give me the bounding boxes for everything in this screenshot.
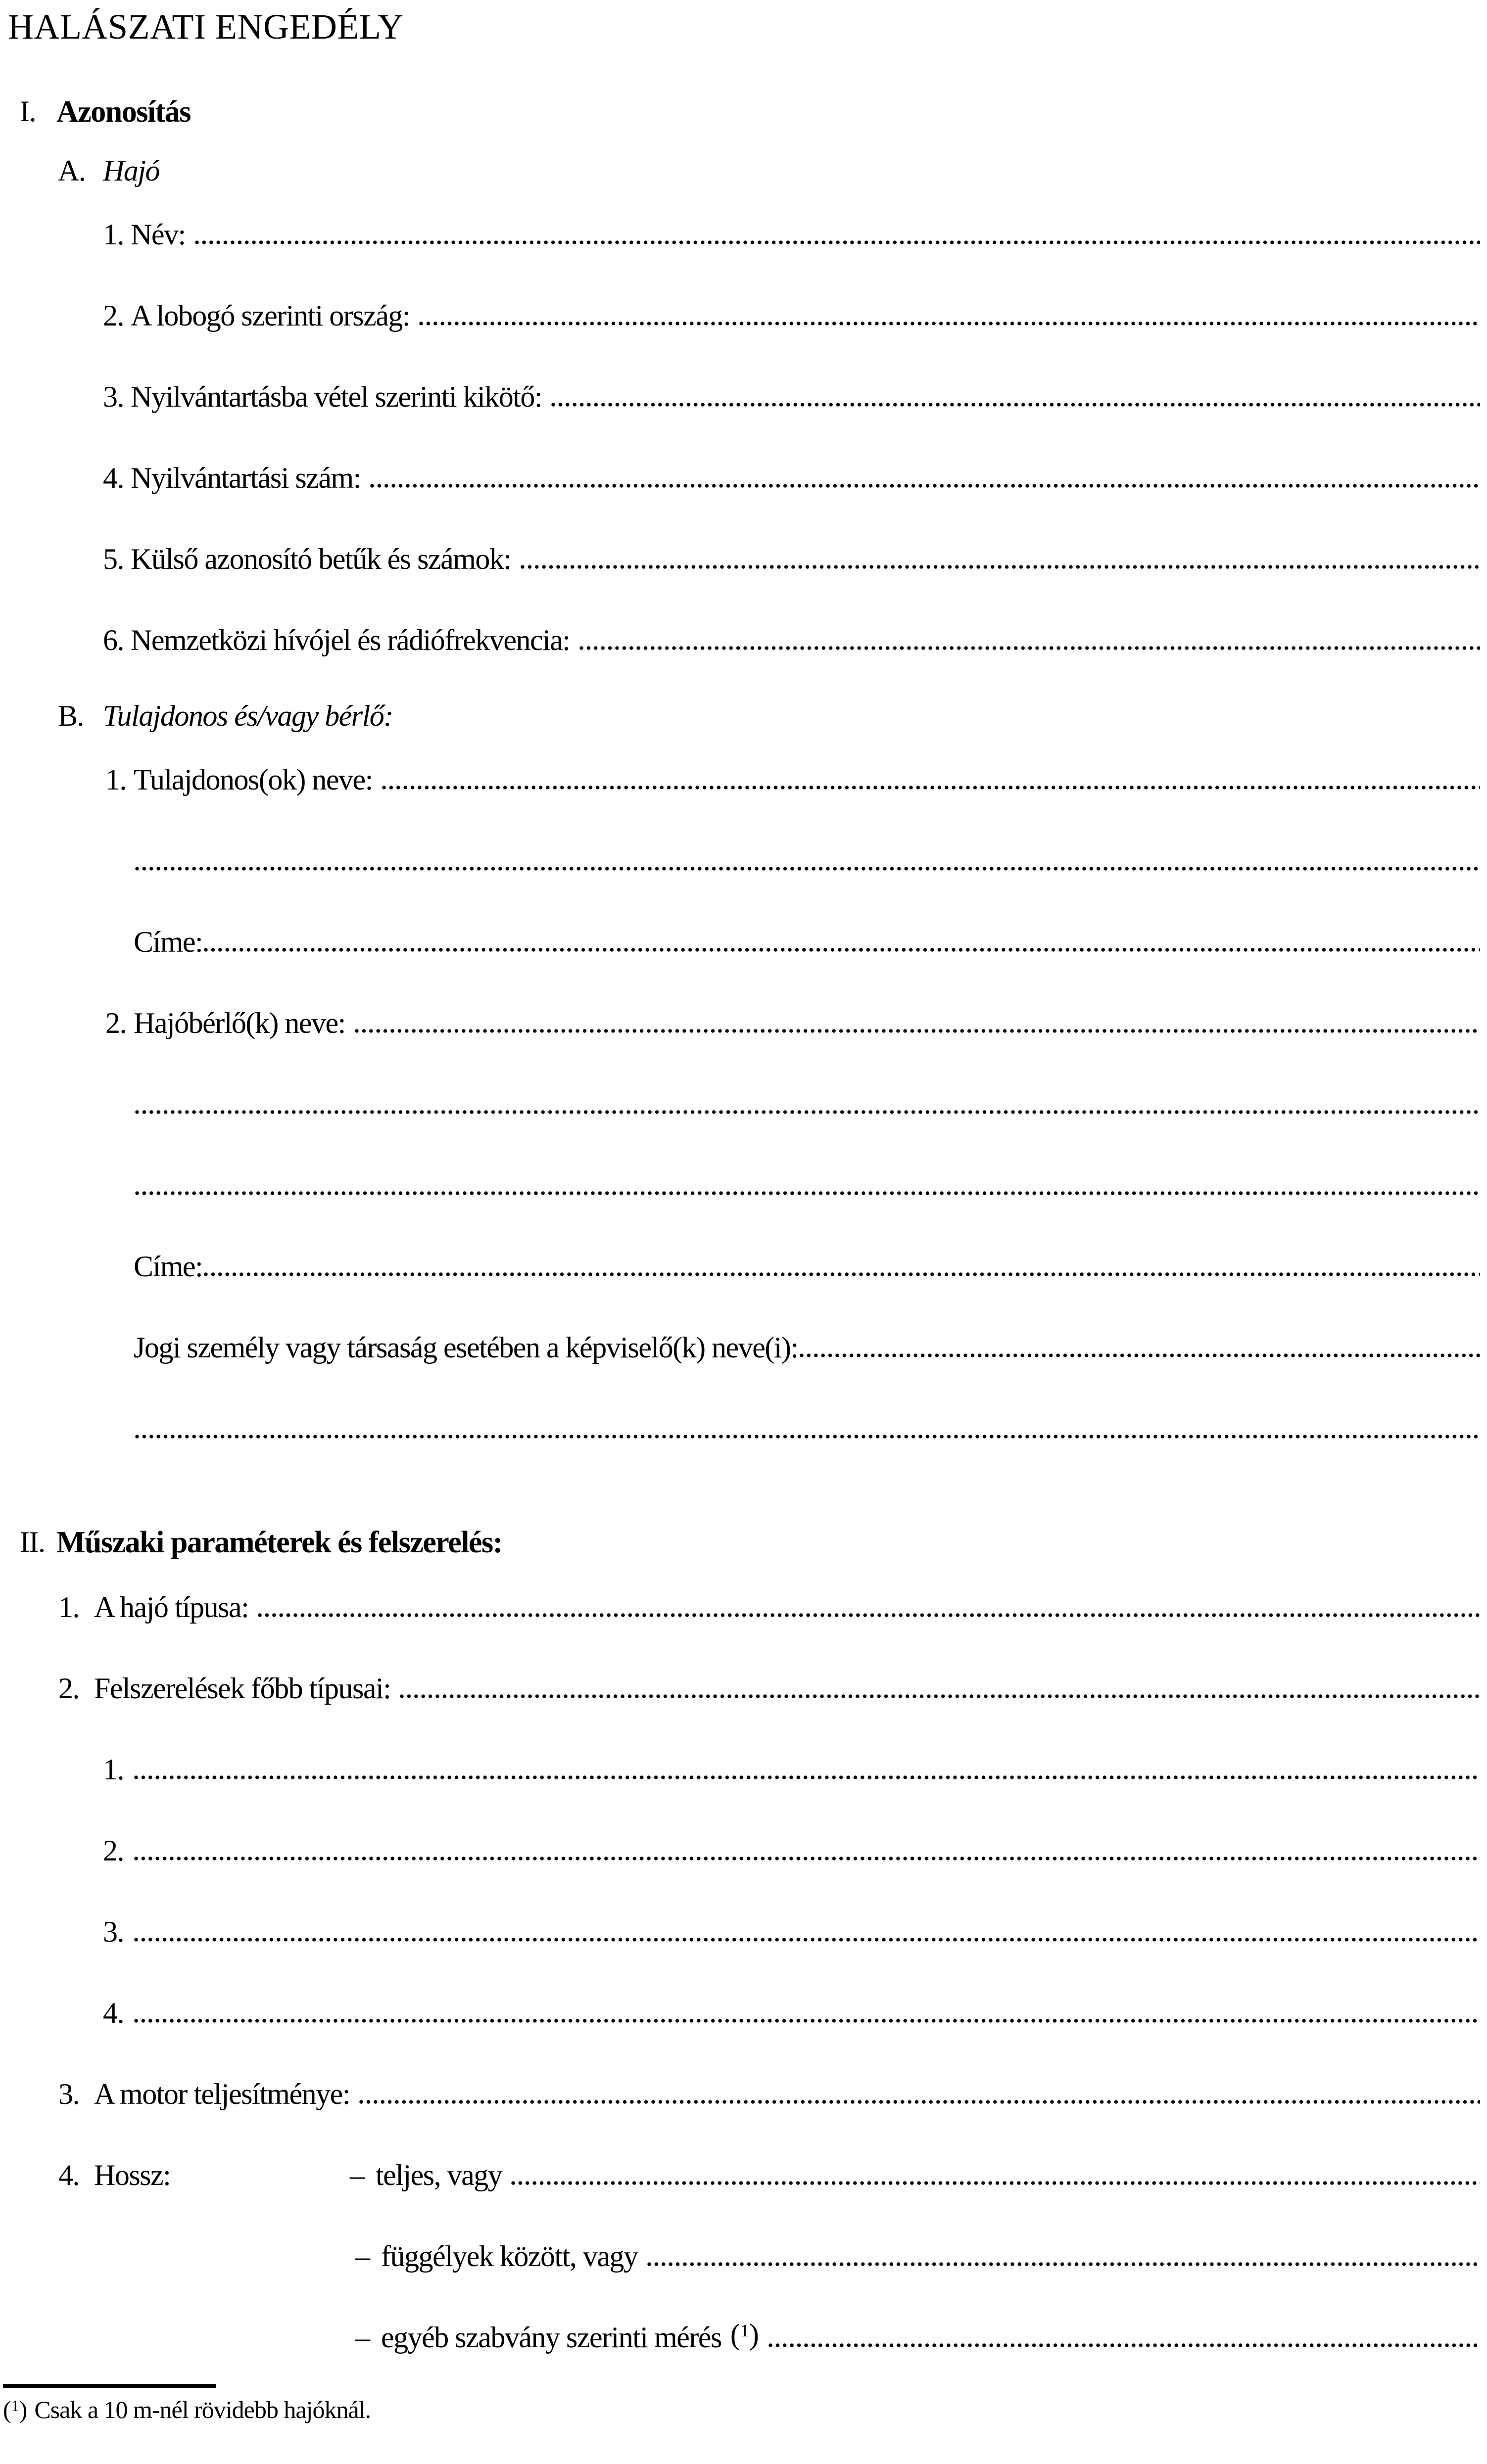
footnote-reference [730, 2320, 759, 2349]
dotted-fill-line [798, 1349, 1480, 1361]
dotted-fill-line [133, 1771, 1480, 1783]
dotted-fill-line [134, 1187, 1480, 1199]
footnote-ref-paren: ) [749, 2318, 759, 2351]
row-number: 2. [58, 1672, 79, 1705]
footnote [3, 2396, 1480, 2424]
row-number: 1. [103, 218, 124, 251]
form-row-continuation [8, 1057, 1480, 1138]
form-row-external-id [8, 511, 1480, 593]
row-label: egyéb szabvány szerinti mérés [381, 2321, 721, 2354]
form-row-equipment-3 [8, 1884, 1480, 1965]
dotted-fill-line [134, 1431, 1480, 1442]
row-number: 4. [58, 2158, 79, 2191]
part-letter: B. [58, 699, 84, 733]
dotted-fill-line [202, 944, 1480, 956]
dotted-fill-line [550, 399, 1480, 411]
row-label: teljes, vagy [376, 2158, 502, 2191]
dotted-fill-line [578, 642, 1480, 654]
row-number: 6. [103, 624, 124, 657]
row-number: 1. [58, 1590, 79, 1624]
form-row-ship-name [8, 187, 1480, 268]
section-numeral: II. [20, 1526, 45, 1559]
form-row-owner-address [8, 894, 1480, 976]
dotted-fill-line [646, 2258, 1480, 2270]
dash-bullet: – [355, 2239, 370, 2273]
footnote-ref-paren: ( [730, 2318, 740, 2351]
dotted-fill-line [256, 1609, 1480, 1621]
form-row-charterer-address [8, 1219, 1480, 1300]
dotted-fill-line [353, 1025, 1480, 1037]
dotted-fill-line [202, 1268, 1480, 1280]
row-label: Nyilvántartási szám: [131, 462, 361, 495]
row-number: 2. [105, 1007, 126, 1040]
dotted-fill-line [369, 480, 1480, 492]
form-row-length-total [8, 2128, 1480, 2209]
row-number: 3. [103, 380, 124, 414]
dotted-fill-line [418, 318, 1480, 329]
row-number: 2. [103, 299, 124, 332]
section-ii-heading [20, 1526, 1480, 1559]
row-label: Címe: [134, 1250, 203, 1283]
form-row-continuation [8, 1138, 1480, 1219]
row-number: 4. [103, 1996, 124, 2029]
row-label: függélyek között, vagy [381, 2239, 638, 2273]
form-row-equipment-1 [8, 1722, 1480, 1803]
footnote-ref-number: 1 [740, 2320, 749, 2340]
row-label: Tulajdonos(ok) neve: [134, 763, 373, 796]
section-heading-label: Azonosítás [56, 95, 191, 129]
dotted-fill-line [519, 561, 1480, 573]
footnote-text: Csak a 10 m-nél rövidebb hajóknál. [34, 2395, 371, 2423]
dotted-fill-line [510, 2177, 1480, 2189]
part-heading-label: Hajó [103, 154, 159, 187]
part-b-heading [58, 699, 1480, 732]
form-row-equipment-4 [8, 1965, 1480, 2046]
form-row-length-other-standard [8, 2290, 1480, 2371]
form-row-registration-port [8, 349, 1480, 430]
form-row-continuation [8, 813, 1480, 894]
dotted-fill-line [358, 2096, 1480, 2108]
row-label: A hajó típusa: [94, 1590, 249, 1624]
dash-bullet: – [350, 2158, 364, 2191]
part-letter: A. [58, 154, 86, 187]
dotted-fill-line [193, 236, 1480, 248]
page-title: HALÁSZATI ENGEDÉLY [8, 7, 404, 46]
form-row-charterer-name [8, 976, 1480, 1057]
section-heading-label: Műszaki paraméterek és felszerelés: [56, 1526, 502, 1560]
section-numeral: I. [20, 95, 36, 128]
dotted-fill-line [767, 2339, 1480, 2351]
form-row-legal-entity [8, 1300, 1480, 1381]
part-a-heading [58, 154, 1480, 187]
row-label: Név: [131, 218, 186, 251]
row-label: Nyilvántartásba vétel szerinti kikötő: [131, 380, 542, 414]
form-row-equipment-2 [8, 1803, 1480, 1884]
form-row-flag-country [8, 268, 1480, 349]
section-i-heading [20, 95, 1480, 129]
form-row-registration-number [8, 430, 1480, 511]
form-row-ship-type [8, 1560, 1480, 1641]
row-label: Jogi személy vagy társaság esetében a képviselő(k) neve(i): [134, 1331, 798, 1364]
footnote-separator [3, 2384, 216, 2388]
row-label: Címe: [134, 926, 203, 959]
row-number: 4. [103, 462, 124, 495]
dotted-fill-line [381, 782, 1480, 793]
dotted-fill-line [398, 1690, 1480, 1702]
row-number: 3. [103, 1915, 124, 1948]
part-heading-label: Tulajdonos és/vagy bérlő: [103, 699, 393, 733]
footnote-ref-number: 1 [11, 2396, 19, 2415]
form-row-length-perpendiculars [8, 2209, 1480, 2290]
dotted-fill-line [133, 1934, 1480, 1946]
row-label: Hajóbérlő(k) neve: [134, 1007, 345, 1040]
form-row-continuation [8, 1381, 1480, 1462]
footnote-ref-paren: ) [19, 2395, 28, 2423]
form-row-callsign [8, 593, 1480, 674]
form-row-owner-name [8, 732, 1480, 813]
row-number: 1. [105, 763, 126, 796]
row-label: A motor teljesítménye: [94, 2077, 350, 2110]
row-label: Felszerelések főbb típusai: [94, 1672, 391, 1705]
dotted-fill-line [133, 1853, 1480, 1864]
dash-bullet: – [355, 2321, 370, 2354]
row-number: 5. [103, 543, 124, 576]
row-number: 1. [103, 1753, 124, 1786]
form-row-equipment-types [8, 1641, 1480, 1722]
form-row-engine-power [8, 2046, 1480, 2128]
row-label: A lobogó szerinti ország: [131, 299, 410, 332]
row-label: Külső azonosító betűk és számok: [131, 543, 511, 576]
footnote-ref-paren: ( [3, 2395, 11, 2423]
dotted-fill-line [133, 2015, 1480, 2027]
footnote-marker [3, 2396, 27, 2423]
dotted-fill-line [134, 863, 1480, 875]
row-number: 3. [58, 2077, 79, 2110]
dotted-fill-line [134, 1106, 1480, 1118]
row-number: 2. [103, 1834, 124, 1867]
row-label: Hossz: [94, 2158, 171, 2191]
row-label: Nemzetközi hívójel és rádiófrekvencia: [131, 624, 570, 657]
